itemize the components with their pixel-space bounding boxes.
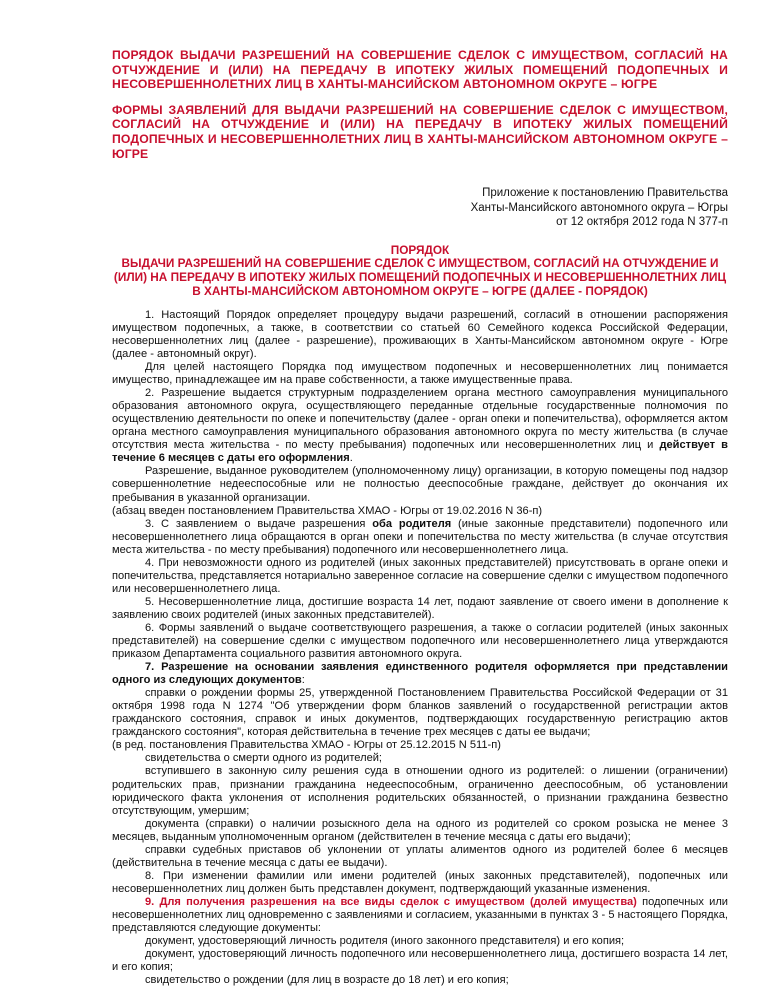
- paragraph: [112, 518, 728, 557]
- paragraph-text: 2. Разрешение выдается структурным подразделением органа местного самоуправления муниципального образования автономного округа, осуществляющего переданные отдельные государственные полномочия по осуществлению деятельности по опеке и попечительству (далее - орган опеки и попечительства), оформляется актом органа местного самоуправления муниципального образования автономного округа по месту жительства (в случае отсутствия места жительства - по месту пребывания) подопечных или несовершеннолетних лиц и: [112, 387, 728, 452]
- paragraph: Для целей настоящего Порядка под имуществом подопечных и несовершеннолетних лиц понимается имущество, принадлежащее им на праве собственности, а также имущественные права.: [112, 361, 728, 387]
- appendix-line: Ханты-Мансийского автономного округа – Югры: [470, 201, 728, 214]
- paragraph: свидетельство о рождении (для лиц в возрасте до 18 лет) и его копия;: [145, 974, 509, 987]
- paragraph-bold-text: оба родителя: [372, 517, 452, 530]
- paragraph: Разрешение, выданное руководителем (уполномоченному лицу) организации, в которую помещены под надзор совершеннолетние недееспособные или не полностью дееспособные граждане, действует до окончания их пребывания в указанной организации.: [112, 465, 728, 504]
- document-heading: ПОРЯДОК ВЫДАЧИ РАЗРЕШЕНИЙ НА СОВЕРШЕНИЕ СДЕЛОК С ИМУЩЕСТВОМ, СОГЛАСИЙ НА ОТЧУЖДЕНИЕ И (ИЛИ) НА ПЕРЕДАЧУ В ИПОТЕКУ ЖИЛЫХ ПОМЕЩЕНИЙ ПОДОПЕЧНЫХ И НЕСОВЕРШЕННОЛЕТНИХ ЛИЦ В ХАНТЫ-МАНСИЙСКОМ АВТОНОМНОМ ОКРУГЕ – ЮГРЕ: [112, 48, 728, 92]
- paragraph-text: .: [349, 452, 353, 465]
- appendix-note: [112, 186, 728, 230]
- paragraph: документ, удостоверяющий личность родителя (иного законного представителя) и его копия;: [145, 935, 625, 948]
- paragraph-bold-text: 7. Разрешение на основании заявления единственного родителя оформляется при представлении одного из следующих документов: [112, 661, 728, 687]
- title-line: ВЫДАЧИ РАЗРЕШЕНИЙ НА СОВЕРШЕНИЕ СДЕЛОК С ИМУЩЕСТВОМ, СОГЛАСИЙ НА ОТЧУЖДЕНИЕ И: [121, 256, 719, 271]
- paragraph: 4. При невозможности одного из родителей (иных законных представителей) присутствовать в органе опеки и попечительства, представляется нотариально заверенное согласие на совершение сделки с имуществом подопечного или несовершеннолетнего лица.: [112, 556, 728, 595]
- paragraph: [112, 896, 728, 935]
- paragraph: 6. Формы заявлений о выдаче соответствующего разрешения, а также о согласии родителей (иных законных представителей) на совершение сделки с имуществом подопечного или несовершеннолетнего лица утверждаются приказом Департамента социального развития автономного округа.: [112, 621, 728, 661]
- title-line: ПОРЯДОК: [390, 242, 450, 257]
- paragraph: справки судебных приставов об уклонении от уплаты алиментов одного из родителей более 6 месяцев (действительна в течение месяца с даты ее выдачи).: [112, 843, 728, 869]
- paragraph: документа (справки) о наличии розыскного дела на одного из родителей со сроком розыска не менее 3 месяцев, выданным уполномоченным органом (действителен в течение месяца с даты его выдачи);: [112, 817, 728, 843]
- paragraph-text: подопечных или несовершеннолетних лиц одновременно с заявлениями и согласием, указанными в пунктах 3 - 5 настоящего Порядка, представляются следующие документы:: [112, 895, 728, 935]
- paragraph: вступившего в законную силу решения суда в отношении одного из родителей: о лишении (ограничении) родительских прав, признании гражданина недееспособным, ограниченно дееспособным, об установлении юридического факта уклонения от исполнения родительских обязанностей, о признании гражданина безвестно отсутствующим, умершим;: [112, 765, 728, 817]
- paragraph: документ, удостоверяющий личность подопечного или несовершеннолетнего лица, достигшего возраста 14 лет, и его копия;: [112, 948, 728, 974]
- amendment-note: (в ред. постановления Правительства ХМАО - Югры от 25.12.2015 N 511-п): [112, 739, 501, 752]
- document-body: [112, 309, 728, 987]
- paragraph-highlight-text: 9. Для получения разрешения на все виды сделок с имуществом (долей имущества): [145, 895, 637, 908]
- appendix-line: Приложение к постановлению Правительства: [482, 187, 728, 200]
- paragraph-text: 3. С заявлением о выдаче разрешения: [145, 517, 373, 530]
- appendix-line: от 12 октября 2012 года N 377-п: [556, 216, 728, 229]
- paragraph: справки о рождении формы 25, утвержденной Постановлением Правительства Российской Федерации от 31 октября 1998 года N 1274 "Об утверждении форм бланков заявлений о государственной регистрации актов гражданского состояния, справок и иных документов, подтверждающих государственную регистрацию актов гражданского состояния", которая действительна в течение трех месяцев с даты ее выдачи;: [112, 687, 728, 739]
- paragraph-bold-text: действует в течение 6 месяцев с даты его оформления: [112, 439, 728, 465]
- paragraph: 5. Несовершеннолетние лица, достигшие возраста 14 лет, подают заявление от своего имени в дополнение к заявлению своих родителей (иных законных представителей).: [112, 595, 728, 621]
- paragraph-text: (иные законные представители) подопечного или несовершеннолетнего лица обращаются в орган опеки и попечительства по месту жительства (в случае отсутствия места жительства - по месту пребывания) подопечного или несовершеннолетнего лица.: [112, 517, 728, 556]
- paragraph: [112, 661, 728, 687]
- forms-heading: ФОРМЫ ЗАЯВЛЕНИЙ ДЛЯ ВЫДАЧИ РАЗРЕШЕНИЙ НА СОВЕРШЕНИЕ СДЕЛОК С ИМУЩЕСТВОМ, СОГЛАСИЙ НА ОТЧУЖДЕНИЕ И (ИЛИ) НА ПЕРЕДАЧУ В ИПОТЕКУ ЖИЛЫХ ПОМЕЩЕНИЙ ПОДОПЕЧНЫХ И НЕСОВЕРШЕННОЛЕТНИХ ЛИЦ В ХАНТЫ-МАНСИЙСКОМ АВТОНОМНОМ ОКРУГЕ – ЮГРЕ: [112, 102, 728, 161]
- paragraph: свидетельства о смерти одного из родителей;: [145, 752, 383, 765]
- paragraph: 8. При изменении фамилии или имени родителей (иных законных представителей), подопечных или несовершеннолетних лиц должен быть представлен документ, подтверждающий указанные изменения.: [112, 869, 728, 895]
- paragraph-text: :: [301, 674, 305, 687]
- order-title: [112, 244, 728, 299]
- amendment-note: (абзац введен постановлением Правительства ХМАО - Югры от 19.02.2016 N 36-п): [112, 504, 543, 517]
- title-line: В ХАНТЫ-МАНСИЙСКОМ АВТОНОМНОМ ОКРУГЕ – ЮГРЕ (ДАЛЕЕ - ПОРЯДОК): [192, 284, 648, 299]
- title-line: (ИЛИ) НА ПЕРЕДАЧУ В ИПОТЕКУ ЖИЛЫХ ПОМЕЩЕНИЙ ПОДОПЕЧНЫХ И НЕСОВЕРШЕННОЛЕТНИХ ЛИЦ: [113, 270, 727, 285]
- paragraph: [112, 387, 728, 465]
- paragraph: 1. Настоящий Порядок определяет процедуру выдачи разрешений, согласий в отношении распоряжения имуществом подопечных, а также, в соответствии со статьей 60 Семейного кодекса Российской Федерации, несовершеннолетних лиц (далее - разрешение), проживающих в Ханты-Мансийском автономном округе - Югре (далее - автономный округ).: [112, 308, 728, 360]
